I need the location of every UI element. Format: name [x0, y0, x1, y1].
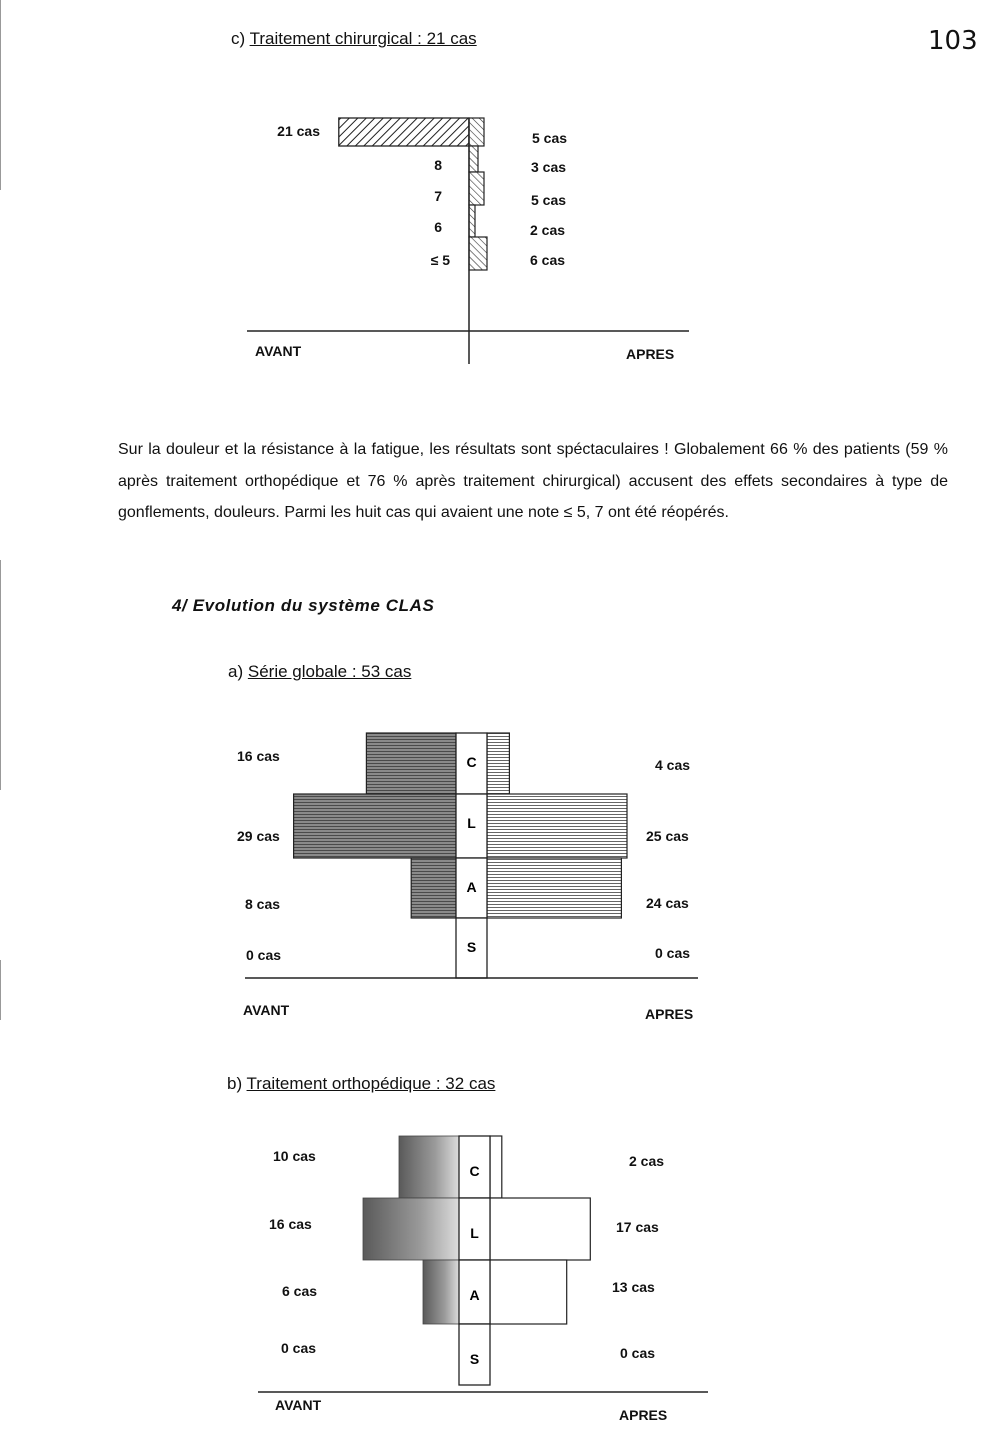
b-avant-label-3: 0 cas [281, 1340, 317, 1356]
b-bar-apres-2 [490, 1260, 567, 1324]
b-avant-label-0: 10 cas [273, 1148, 316, 1164]
a-avant-label-3: 0 cas [246, 947, 282, 963]
b-letter-3: S [469, 1351, 480, 1367]
c-bar-apres-3 [469, 205, 475, 237]
a-bar-avant-2 [411, 858, 456, 918]
c-bar-apres-1 [469, 146, 478, 172]
a-bar-apres-2 [487, 858, 621, 918]
a-avant-label-1: 29 cas [237, 828, 280, 844]
section-prefix: b) [227, 1074, 243, 1093]
a-apres-label-1: 25 cas [646, 828, 689, 844]
a-letter-1: L [467, 815, 476, 831]
section-title-b [227, 1074, 495, 1094]
chart-b-svg [0, 1120, 995, 1450]
section-title-text: Traitement orthopédique : 32 cas [246, 1074, 496, 1093]
c-avant-label-2: 7 [434, 188, 442, 204]
b-bar-apres-1 [490, 1198, 590, 1260]
a-letter-0: C [466, 754, 477, 770]
c-apres-label-4: 6 cas [530, 252, 566, 268]
c-apres-label-2: 5 cas [531, 192, 567, 208]
chart-a-svg [0, 700, 995, 1040]
c-apres-label-3: 2 cas [530, 222, 566, 238]
b-bar-avant-2 [423, 1260, 459, 1324]
c-apres-label-1: 3 cas [531, 159, 567, 175]
b-apres-label-0: 2 cas [629, 1153, 665, 1169]
b-bar-avant-1 [363, 1198, 459, 1260]
b-letter-2: A [469, 1287, 480, 1303]
c-avant-label-0: 21 cas [277, 123, 320, 139]
c-bar-apres-4 [469, 237, 487, 270]
a-avant-label-0: 16 cas [237, 748, 280, 764]
b-apres-axis-label: APRES [619, 1407, 668, 1423]
a-apres-axis-label: APRES [645, 1006, 694, 1022]
chart-b [0, 1120, 995, 1450]
b-bar-apres-0 [490, 1136, 502, 1198]
section-title-text: Série globale : 53 cas [247, 662, 412, 681]
section-title-a [228, 662, 411, 682]
section-prefix: c) [231, 29, 246, 48]
page-number: 103 [928, 26, 978, 56]
a-bar-avant-0 [366, 733, 456, 794]
section-heading: 4/ Evolution du système CLAS [172, 596, 435, 615]
b-bar-avant-0 [399, 1136, 459, 1198]
a-letter-2: A [466, 879, 477, 895]
a-apres-label-0: 4 cas [655, 757, 691, 773]
c-apres-axis-label: APRES [626, 346, 675, 362]
b-apres-label-1: 17 cas [616, 1219, 659, 1235]
b-letter-0: C [469, 1163, 480, 1179]
b-apres-label-2: 13 cas [612, 1279, 655, 1295]
a-letter-3: S [466, 939, 477, 955]
a-apres-label-3: 0 cas [655, 945, 691, 961]
section-prefix: a) [228, 662, 244, 681]
b-avant-axis-label: AVANT [275, 1397, 322, 1413]
c-apres-label-0: 5 cas [532, 130, 568, 146]
a-avant-label-2: 8 cas [245, 896, 281, 912]
chart-c [0, 0, 995, 380]
c-bar-apres-0 [469, 118, 484, 146]
b-apres-label-3: 0 cas [620, 1345, 656, 1361]
c-bar-apres-2 [469, 172, 484, 205]
a-bar-apres-1 [487, 794, 627, 858]
b-avant-label-2: 6 cas [282, 1283, 318, 1299]
a-avant-axis-label: AVANT [243, 1002, 290, 1018]
c-avant-label-3: 6 [434, 219, 442, 235]
c-avant-label-4: ≤ 5 [430, 252, 450, 268]
body-paragraph: Sur la douleur et la résistance à la fatigue, les résultats sont spéctaculaires ! Globalement 66 % des patients (59 % après traitement orthopédique et 76 % après traitement chirurgical) accusent des effets secondaires à type de gonflements, douleurs. Parmi les huit cas qui avaient une note ≤ 5, 7 ont été réopérés. [118, 441, 948, 521]
a-apres-label-2: 24 cas [646, 895, 689, 911]
c-avant-axis-label: AVANT [255, 343, 302, 359]
c-avant-label-1: 8 [434, 157, 442, 173]
c-bar-avant-0 [339, 118, 469, 146]
chart-a [0, 700, 995, 1040]
section-title-text: Traitement chirurgical : 21 cas [249, 29, 477, 48]
a-bar-avant-1 [294, 794, 456, 858]
b-letter-1: L [470, 1225, 479, 1241]
chart-c-svg [0, 0, 995, 380]
b-avant-label-1: 16 cas [269, 1216, 312, 1232]
a-bar-apres-0 [487, 733, 509, 794]
